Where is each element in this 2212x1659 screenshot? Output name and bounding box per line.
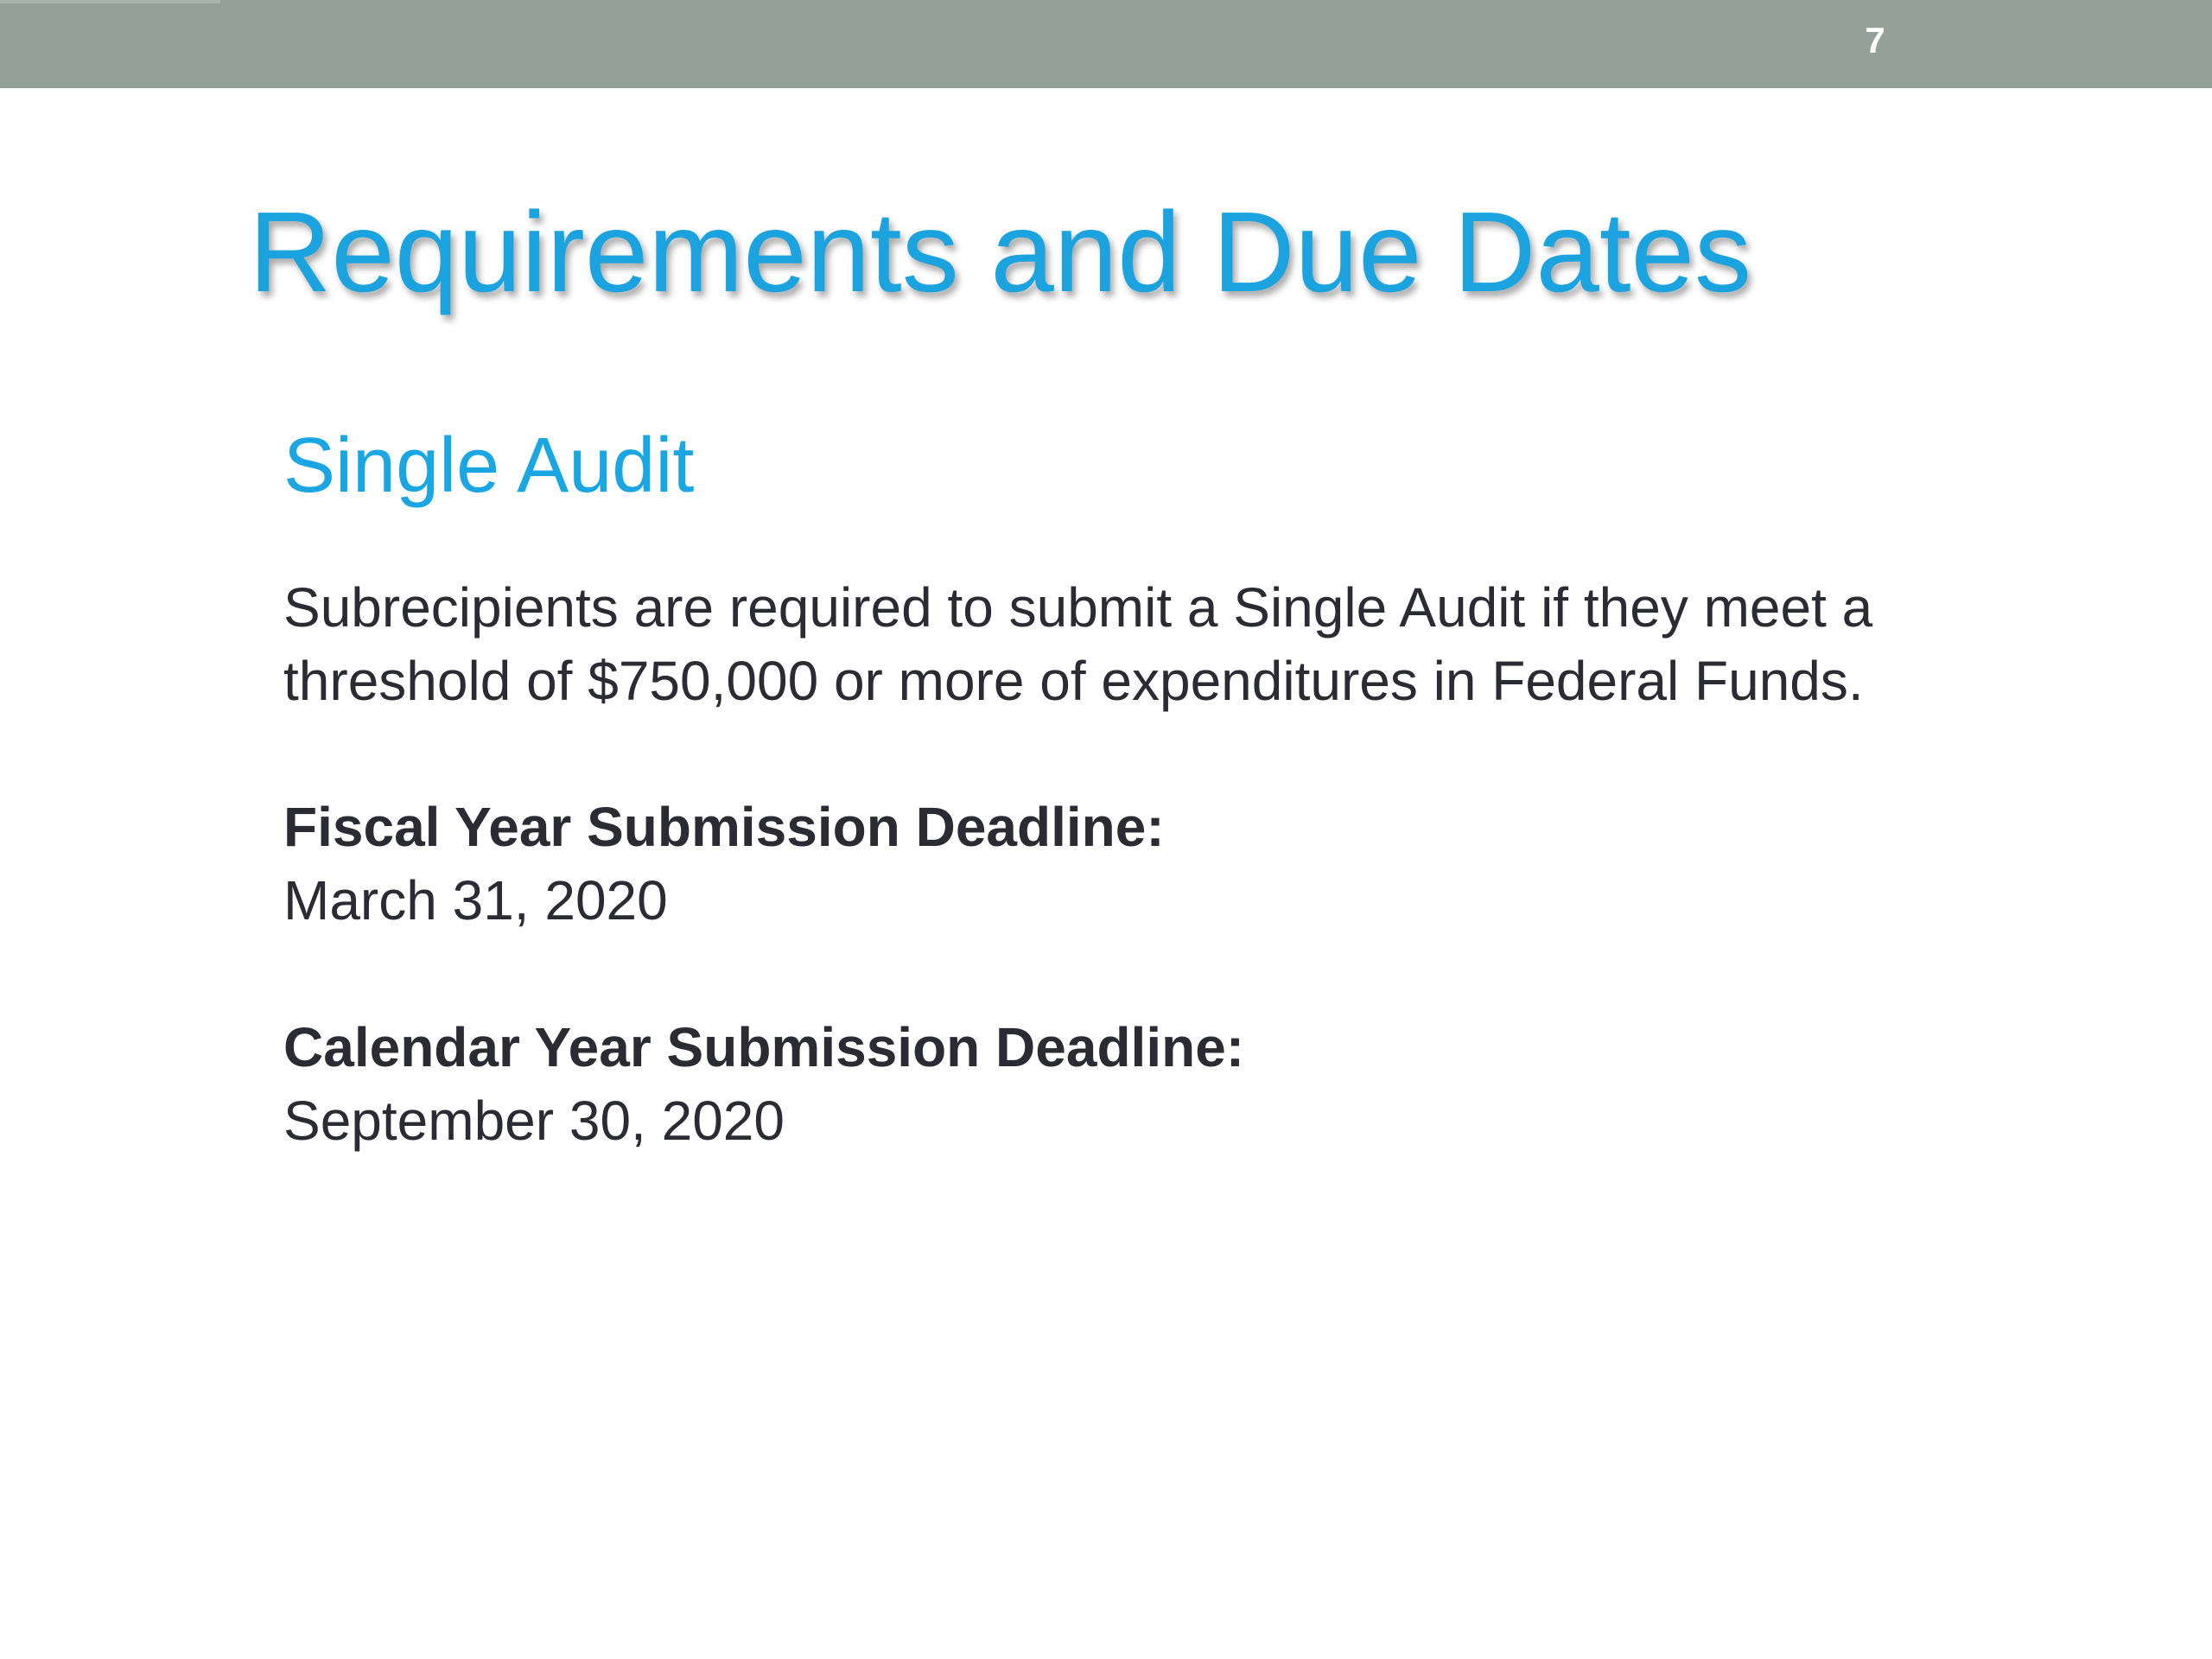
section-subheading: Single Audit	[283, 423, 695, 509]
calendar-year-deadline	[283, 1011, 1891, 1158]
fiscal-year-deadline	[283, 791, 1891, 938]
requirement-paragraph: Subrecipients are required to submit a Single Audit if they meet a threshold of $750,000 or more of expenditures in Federal Funds.	[283, 576, 1873, 712]
deadline-label: Calendar Year Submission Deadline:	[283, 1016, 1245, 1078]
slide-header-bar	[0, 0, 2212, 88]
deadline-label: Fiscal Year Submission Deadline:	[283, 796, 1165, 858]
slide-number: 7	[1865, 20, 1885, 60]
deadline-date: September 30, 2020	[283, 1090, 785, 1152]
deadline-date: March 31, 2020	[283, 869, 668, 931]
header-bar-accent	[0, 0, 220, 3]
slide-title: Requirements and Due Dates	[249, 188, 1751, 315]
slide-content	[283, 423, 1891, 1231]
